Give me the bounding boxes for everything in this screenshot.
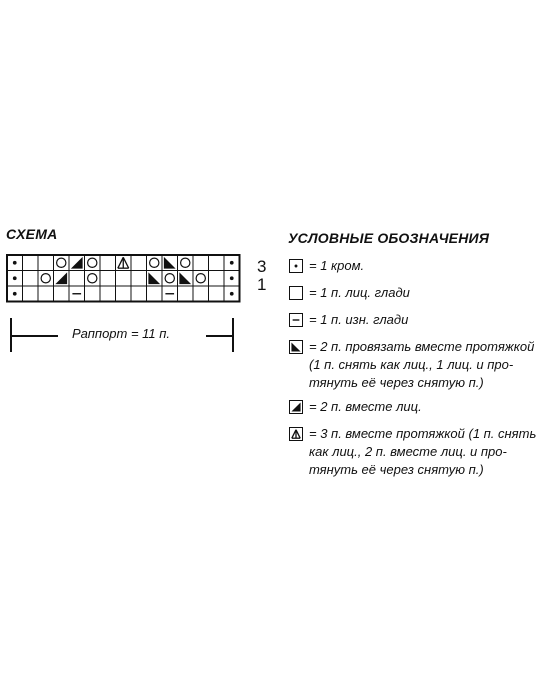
legend-text-knit: = 1 п. лиц. глади: [309, 285, 410, 300]
grid-cell-edge: [224, 271, 240, 287]
knitting-chart-grid: [5, 253, 245, 313]
grid-cell-edge: [224, 255, 240, 271]
grid-cell-yo: [38, 271, 54, 287]
grid-cell-empty: [131, 271, 147, 287]
grid-cell-skp: [147, 271, 163, 287]
grid-cell-empty: [100, 286, 116, 302]
legend-text-k3tog: = 3 п. вместе протяжкой (1 п. снять как лиц., 2 п. вместе лиц. и про- тянуть её через снятую п.): [309, 426, 537, 477]
grid-cell-edge: [7, 286, 23, 302]
grid-cell-yo: [147, 255, 163, 271]
grid-cell-yo: [162, 271, 178, 287]
grid-cell-skp: [178, 271, 194, 287]
grid-cell-empty: [209, 255, 225, 271]
grid-cell-empty: [23, 255, 39, 271]
grid-cell-k2tog: [54, 271, 70, 287]
rapport-left-line: [10, 335, 58, 337]
grid-cell-yo: [54, 255, 70, 271]
grid-cell-empty: [54, 286, 70, 302]
grid-cell-empty: [209, 286, 225, 302]
grid-cell-empty: [131, 255, 147, 271]
grid-cell-k2tog: [69, 255, 85, 271]
grid-cell-empty: [100, 271, 116, 287]
grid-cell-empty: [193, 255, 209, 271]
grid-cell-yo: [193, 271, 209, 287]
grid-cell-empty: [38, 286, 54, 302]
grid-cell-edge: [7, 255, 23, 271]
k2tog-decrease-icon: [289, 400, 303, 414]
rapport-right-tick: [232, 318, 234, 352]
rapport-indicator: [10, 318, 234, 352]
legend-text-purl: = 1 п. изн. глади: [309, 312, 409, 327]
grid-cell-skp: [162, 255, 178, 271]
chart-title: СХЕМА: [6, 226, 58, 242]
grid-cell-purl: [162, 286, 178, 302]
edge-stitch-icon: [289, 259, 303, 273]
legend-text-edge: = 1 кром.: [309, 258, 365, 273]
skp-decrease-icon: [289, 340, 303, 354]
rapport-right-line: [206, 335, 234, 337]
row-label-1: 1: [257, 275, 267, 294]
rapport-label: Раппорт = 11 п.: [72, 326, 171, 341]
legend-text-skp: = 2 п. провязать вместе протяжкой (1 п. снять как лиц., 1 лиц. и про- тянуть её через снятую п.): [309, 339, 535, 390]
grid-cell-empty: [209, 271, 225, 287]
grid-cell-edge: [224, 286, 240, 302]
grid-cell-empty: [38, 255, 54, 271]
grid-cell-empty: [116, 271, 132, 287]
grid-cell-empty: [23, 271, 39, 287]
grid-cell-purl: [69, 286, 85, 302]
row-label-3: 3: [257, 257, 267, 276]
k3tog-decrease-icon: [289, 427, 303, 441]
purl-stitch-icon: [289, 313, 303, 327]
grid-cell-empty: [85, 286, 101, 302]
grid-cell-yo: [85, 255, 101, 271]
grid-cell-empty: [100, 255, 116, 271]
legend-text-k2tog: = 2 п. вместе лиц.: [309, 399, 422, 414]
grid-cell-yo: [85, 271, 101, 287]
grid-cell-empty: [147, 286, 163, 302]
knit-stitch-icon: [289, 286, 303, 300]
grid-cell-empty: [178, 286, 194, 302]
grid-cell-edge: [7, 271, 23, 287]
grid-cell-k3tog: [116, 255, 132, 271]
grid-cell-empty: [23, 286, 39, 302]
grid-cell-empty: [69, 271, 85, 287]
grid-cell-yo: [178, 255, 194, 271]
grid-cell-empty: [131, 286, 147, 302]
grid-cell-empty: [116, 286, 132, 302]
legend-title: УСЛОВНЫЕ ОБОЗНАЧЕНИЯ: [288, 230, 490, 246]
grid-cell-empty: [193, 286, 209, 302]
